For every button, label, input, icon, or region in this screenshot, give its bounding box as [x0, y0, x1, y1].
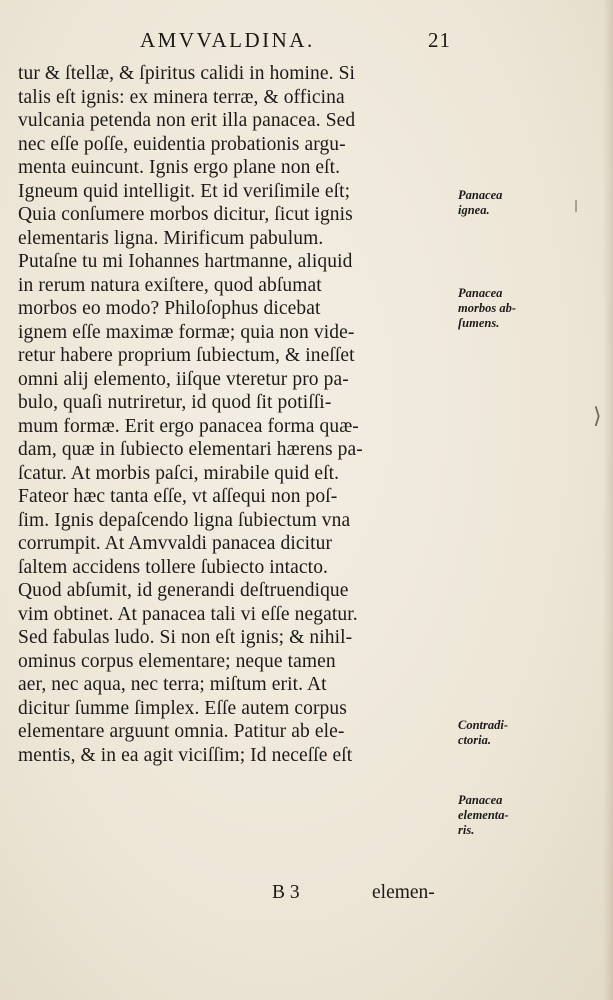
text-line: corrumpit. At Amvvaldi panacea dicitur	[18, 533, 333, 554]
margin-note-line: Panacea	[458, 188, 503, 202]
margin-note-line: ris.	[458, 823, 475, 837]
text-line: Sed fabulas ludo. Si non eſt ignis; & nihil-	[18, 627, 353, 648]
margin-note-line: elementa-	[458, 808, 509, 822]
text-line: bulo, quaſi nutriretur, id quod ſit potiſſi-	[18, 392, 332, 413]
text-line: talis eſt ignis: ex minera terræ, & officina	[18, 86, 345, 108]
text-line: Quod abſumit, id generandi deſtruendique	[18, 580, 349, 601]
text-line: ominus corpus elementare; neque tamen	[18, 650, 336, 672]
text-line: Igneum quid intelligit. Et id veriſimile eſt;	[18, 180, 351, 202]
text-line: elementaris ligna. Mirificum pabulum.	[18, 227, 324, 249]
text-line: in rerum natura exiſtere, quod abſumat	[18, 274, 322, 296]
text-line: nec eſſe poſſe, euidentia probationis argu-	[18, 133, 346, 155]
text-line: ignem eſſe maximæ formæ; quia non vide-	[18, 321, 355, 343]
page-edge-bracket-mark: ⟩	[593, 404, 602, 429]
text-line: tur & ſtellæ, & ſpiritus calidi in homine. Si	[18, 63, 356, 84]
margin-note-line: ſumens.	[458, 316, 500, 330]
text-line: dicitur ſumme ſimplex. Eſſe autem corpus	[18, 697, 347, 719]
margin-note-line: ignea.	[458, 203, 490, 217]
text-line: vim obtinet. At panacea tali vi eſſe negatur.	[18, 603, 358, 625]
margin-note-panacea-morbos	[458, 286, 558, 331]
catch-line	[0, 882, 613, 908]
text-line: menta euincunt. Ignis ergo plane non eſt.	[18, 157, 341, 178]
text-line: mum formæ. Erit ergo panacea forma quæ-	[18, 415, 359, 437]
page-number: 21	[428, 28, 451, 52]
text-line: mentis, & in ea agit viciſſim; Id neceſſe eſt	[18, 744, 353, 766]
catchword: elemen-	[372, 882, 435, 903]
text-line: omni alij elemento, iiſque vteretur pro pa-	[18, 368, 349, 390]
margin-note-line: Panacea	[458, 793, 503, 807]
text-line: Quia conſumere morbos dicitur, ſicut ignis	[18, 204, 353, 225]
page-edge-shadow	[603, 0, 613, 1000]
text-line: Putaſne tu mi Iohannes hartmanne, aliquid	[18, 251, 353, 272]
text-line: ſaltem accidens tollere ſubiecto intacto.	[18, 556, 329, 578]
text-line: elementare arguunt omnia. Patitur ab ele-	[18, 721, 345, 742]
running-title: AMVVALDINA.	[140, 28, 315, 52]
margin-note-panacea-elementaris	[458, 793, 558, 838]
margin-note-contradictoria	[458, 718, 558, 748]
text-line: dam, quæ in ſubiecto elementari hærens pa-	[18, 439, 363, 460]
text-line: ſcatur. At morbis paſci, mirabile quid eſt.	[18, 462, 340, 484]
signature-mark: B 3	[272, 882, 300, 903]
text-line: ſim. Ignis depaſcendo ligna ſubiectum vna	[18, 509, 351, 531]
body-text	[18, 62, 458, 767]
margin-note-line: morbos ab-	[458, 301, 516, 315]
margin-note-line: ctoria.	[458, 733, 491, 747]
stray-ink-mark	[575, 200, 577, 212]
text-line: Fateor hæc tanta eſſe, vt aſſequi non poſ-	[18, 486, 338, 507]
running-head	[0, 28, 613, 56]
margin-note-line: Contradi-	[458, 718, 509, 732]
margin-note-line: Panacea	[458, 286, 503, 300]
text-line: aer, nec aqua, nec terra; miſtum erit. At	[18, 674, 327, 695]
text-line: morbos eo modo? Philoſophus dicebat	[18, 298, 321, 319]
text-line: retur habere proprium ſubiectum, & ineſſet	[18, 345, 355, 366]
text-line: vulcania petenda non erit illa panacea. Sed	[18, 110, 356, 131]
margin-note-panacea-ignea	[458, 188, 558, 218]
